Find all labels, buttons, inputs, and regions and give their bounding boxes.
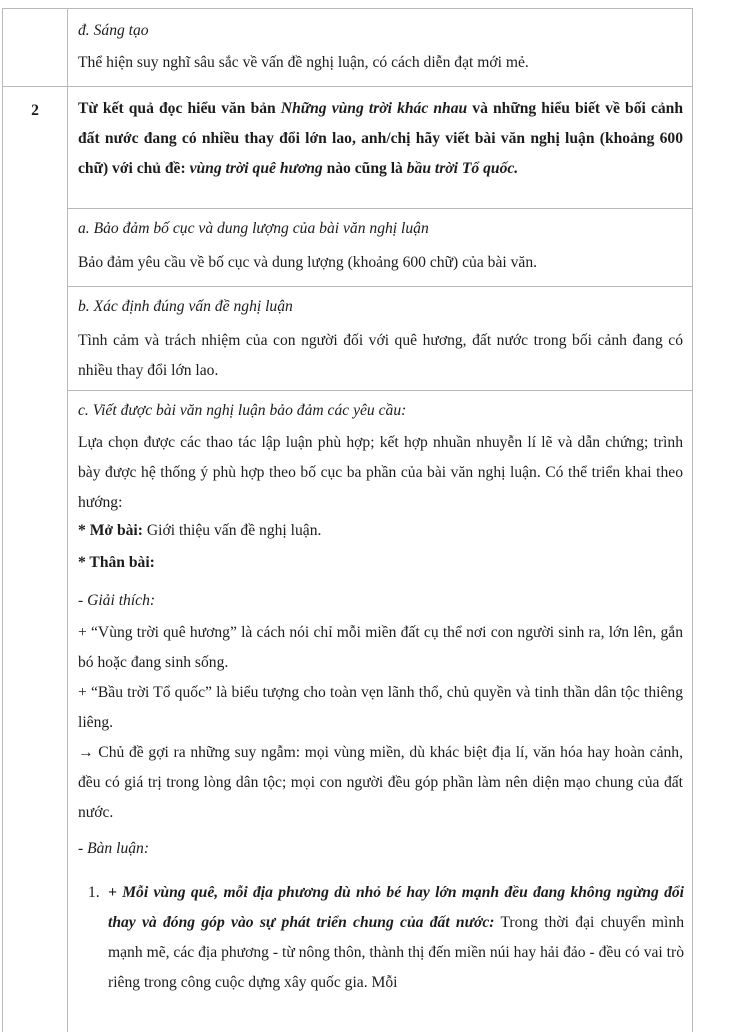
list-item-bold: + Mỗi vùng quê, mỗi địa phương dù nhỏ bé hay lớn mạnh đều đang không ngừng đổi thay và đóng góp vào sự phát triển chung của đất nước: [108,884,684,931]
table-column-divider [67,8,68,1032]
criterion-text: Thể hiện suy nghĩ sâu sắc về vấn đề nghị luận, có cách diễn đạt mới mẻ. [78,54,529,71]
list-item [108,878,684,998]
criterion-b-text: Tình cảm và trách nhiệm của con người đối với quê hương, đất nước trong bối cảnh đang có nhiều thay đổi lớn lao. [78,332,683,379]
question-prefix: Từ kết quả đọc hiểu văn bản [78,100,281,117]
cell-divider [67,390,693,391]
table-left-border [2,8,3,1032]
question-middle-2: nào cũng là [322,160,407,177]
criterion-c-heading: c. Viết được bài văn nghị luận bảo đảm các yêu cầu: [78,402,407,419]
question-number: 2 [31,102,39,119]
criterion-a-text: Bảo đảm yêu cầu về bố cục và dung lượng (khoảng 600 chữ) của bài văn. [78,254,538,271]
criterion-c-intro: Lựa chọn được các thao tác lập luận phù hợp; kết hợp nhuần nhuyễn lí lẽ và dẫn chứng; trình bày được hệ thống ý phù hợp theo bố cục ba phần của bài văn nghị luận. Có thể triển khai theo hướng: [78,434,683,511]
mo-bai-text: Giới thiệu vấn đề nghị luận. [142,522,322,539]
giai-thich-label: - Giải thích: [78,592,156,609]
question-theme-2: bầu trời Tổ quốc. [406,160,519,177]
mo-bai-label: * Mở bài: [78,522,143,539]
giai-thich-point-1: + “Vùng trời quê hương” là cách nói chỉ mỗi miền đất cụ thể nơi con người sinh ra, lớn lên, gắn bó hoặc đang sinh sống. [78,624,683,671]
mo-bai [78,516,683,546]
cell-divider [67,286,693,287]
criterion-b-heading: b. Xác định đúng vấn đề nghị luận [78,298,293,315]
question-middle: và những hiểu biết về bối cảnh đất nước đang có nhiều thay đổi lớn lao, anh/chị hãy viết bài văn nghị luận (khoảng 600 chữ) với chủ đề: [78,100,684,177]
giai-thich-conclusion: → Chủ đề gợi ra những suy ngẫm: mọi vùng miền, dù khác biệt địa lí, văn hóa hay hoàn cảnh, đều có giá trị trong lòng dân tộc; mọi con người đều góp phần làm nên diện mạo chung của đất nước. [78,744,683,821]
question-theme-1: vùng trời quê hương [189,160,323,177]
giai-thich-point-2: + “Bầu trời Tổ quốc” là biểu tượng cho toàn vẹn lãnh thổ, chủ quyền và tinh thần dân tộc thiêng liêng. [78,684,683,731]
question-title: Những vùng trời khác nhau [280,100,468,117]
question-text [78,94,683,184]
list-item-text: Trong thời đại chuyển mình mạnh mẽ, các địa phương - từ nông thôn, thành thị đến miền núi hay hải đảo - đều có vai trò riêng trong công cuộc dựng xây quốc gia. Mỗi [108,914,684,991]
ban-luan-label: - Bàn luận: [78,840,150,857]
table-top-border [2,8,693,9]
list-item-number: 1. [88,884,100,901]
table-right-border [692,8,693,1032]
than-bai-label: * Thân bài: [78,554,155,571]
criterion-a-heading: a. Bảo đảm bố cục và dung lượng của bài văn nghị luận [78,220,429,237]
criterion-heading: đ. Sáng tạo [78,22,149,39]
row-divider [2,86,693,87]
cell-divider [67,208,693,209]
